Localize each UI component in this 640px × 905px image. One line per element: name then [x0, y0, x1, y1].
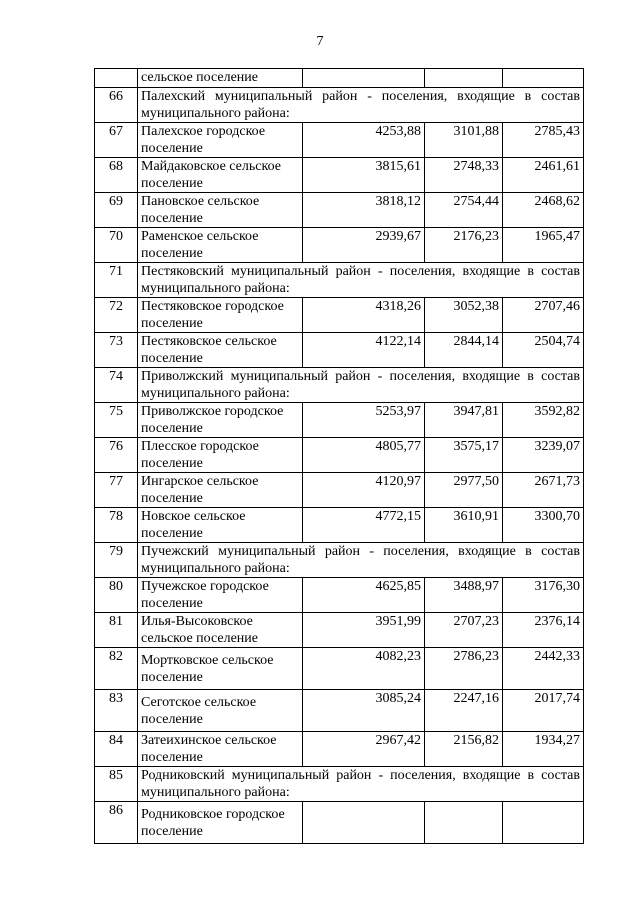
value-col-3: 2376,14	[503, 613, 584, 648]
row-number: 82	[95, 648, 138, 690]
value-col-1: 4625,85	[303, 578, 425, 613]
value-col-1: 4122,14	[303, 333, 425, 368]
settlement-name: Палехское городское поселение	[138, 123, 303, 158]
row-number: 69	[95, 193, 138, 228]
value-col-3: 2504,74	[503, 333, 584, 368]
value-col-3: 2468,62	[503, 193, 584, 228]
value-col-1: 4772,15	[303, 508, 425, 543]
table-row	[95, 578, 584, 613]
value-col-2	[425, 802, 503, 844]
district-row	[95, 263, 584, 298]
table-row	[95, 690, 584, 732]
value-col-2: 2754,44	[425, 193, 503, 228]
settlement-name: Пучежское городское поселение	[138, 578, 303, 613]
value-col-1: 3085,24	[303, 690, 425, 732]
row-number: 70	[95, 228, 138, 263]
table-row	[95, 228, 584, 263]
value-col-1: 3951,99	[303, 613, 425, 648]
value-col-1: 4318,26	[303, 298, 425, 333]
value-col-3: 3592,82	[503, 403, 584, 438]
row-number: 68	[95, 158, 138, 193]
settlement-name: Плесское городское поселение	[138, 438, 303, 473]
value-col-1	[303, 69, 425, 88]
value-col-3: 2671,73	[503, 473, 584, 508]
table-row	[95, 473, 584, 508]
row-number: 75	[95, 403, 138, 438]
value-col-1: 5253,97	[303, 403, 425, 438]
settlements-table	[94, 68, 584, 844]
value-col-2: 2707,23	[425, 613, 503, 648]
row-number: 85	[95, 767, 138, 802]
value-col-3: 1934,27	[503, 732, 584, 767]
district-name: Пучежский муниципальный район - поселения, входящие в состав муниципального района:	[138, 543, 584, 578]
row-number: 74	[95, 368, 138, 403]
value-col-3: 3176,30	[503, 578, 584, 613]
value-col-1: 4805,77	[303, 438, 425, 473]
value-col-1: 4253,88	[303, 123, 425, 158]
settlement-name: Сеготское сельское поселение	[138, 690, 303, 732]
row-number: 78	[95, 508, 138, 543]
table-row	[95, 802, 584, 844]
value-col-3	[503, 802, 584, 844]
table-row	[95, 123, 584, 158]
value-col-3: 2707,46	[503, 298, 584, 333]
value-col-2: 2748,33	[425, 158, 503, 193]
value-col-2: 2156,82	[425, 732, 503, 767]
table-row	[95, 193, 584, 228]
settlement-name: Затеихинское сельское поселение	[138, 732, 303, 767]
value-col-1: 4082,23	[303, 648, 425, 690]
value-col-3: 2785,43	[503, 123, 584, 158]
table-row	[95, 298, 584, 333]
value-col-1: 3818,12	[303, 193, 425, 228]
row-number: 72	[95, 298, 138, 333]
settlement-name: Раменское сельское поселение	[138, 228, 303, 263]
value-col-2: 3610,91	[425, 508, 503, 543]
row-number: 80	[95, 578, 138, 613]
settlement-name: Мортковское сельское поселение	[138, 648, 303, 690]
district-row	[95, 543, 584, 578]
value-col-3: 2017,74	[503, 690, 584, 732]
row-number: 67	[95, 123, 138, 158]
row-number	[95, 69, 138, 88]
row-number: 73	[95, 333, 138, 368]
value-col-2: 2176,23	[425, 228, 503, 263]
district-row	[95, 767, 584, 802]
table-row	[95, 732, 584, 767]
value-col-2: 2786,23	[425, 648, 503, 690]
settlement-name: Пановское сельское поселение	[138, 193, 303, 228]
table-row	[95, 613, 584, 648]
district-name: Родниковский муниципальный район - поселения, входящие в состав муниципального района:	[138, 767, 584, 802]
value-col-1: 2939,67	[303, 228, 425, 263]
settlement-name: Илья-Высоковское сельское поселение	[138, 613, 303, 648]
value-col-2: 2247,16	[425, 690, 503, 732]
value-col-1: 4120,97	[303, 473, 425, 508]
settlement-name: сельское поселение	[138, 69, 303, 88]
row-number: 86	[95, 802, 138, 844]
district-row	[95, 88, 584, 123]
district-row	[95, 368, 584, 403]
row-number: 84	[95, 732, 138, 767]
row-number: 77	[95, 473, 138, 508]
row-number: 71	[95, 263, 138, 298]
value-col-2: 3947,81	[425, 403, 503, 438]
row-number: 81	[95, 613, 138, 648]
value-col-2: 2977,50	[425, 473, 503, 508]
settlement-name: Родниковское городское поселение	[138, 802, 303, 844]
value-col-2: 3101,88	[425, 123, 503, 158]
value-col-2: 3052,38	[425, 298, 503, 333]
table-row	[95, 508, 584, 543]
value-col-2: 2844,14	[425, 333, 503, 368]
value-col-2: 3488,97	[425, 578, 503, 613]
table-row	[95, 403, 584, 438]
row-number: 79	[95, 543, 138, 578]
value-col-1: 3815,61	[303, 158, 425, 193]
district-name: Приволжский муниципальный район - поселения, входящие в состав муниципального района:	[138, 368, 584, 403]
value-col-2: 3575,17	[425, 438, 503, 473]
settlement-name: Ингарское сельское поселение	[138, 473, 303, 508]
table-row	[95, 69, 584, 88]
value-col-3: 1965,47	[503, 228, 584, 263]
table-row	[95, 438, 584, 473]
row-number: 66	[95, 88, 138, 123]
row-number: 83	[95, 690, 138, 732]
table-row	[95, 648, 584, 690]
row-number: 76	[95, 438, 138, 473]
page-number: 7	[316, 34, 324, 49]
value-col-3: 2442,33	[503, 648, 584, 690]
district-name: Палехский муниципальный район - поселения, входящие в состав муниципального района:	[138, 88, 584, 123]
settlement-name: Новское сельское поселение	[138, 508, 303, 543]
value-col-3: 2461,61	[503, 158, 584, 193]
value-col-3: 3300,70	[503, 508, 584, 543]
value-col-3	[503, 69, 584, 88]
value-col-1	[303, 802, 425, 844]
settlement-name: Приволжское городское поселение	[138, 403, 303, 438]
table-body	[95, 69, 584, 844]
table-row	[95, 158, 584, 193]
settlement-name: Пестяковское сельское поселение	[138, 333, 303, 368]
table-row	[95, 333, 584, 368]
value-col-2	[425, 69, 503, 88]
district-name: Пестяковский муниципальный район - поселения, входящие в состав муниципального района:	[138, 263, 584, 298]
value-col-3: 3239,07	[503, 438, 584, 473]
value-col-1: 2967,42	[303, 732, 425, 767]
settlement-name: Майдаковское сельское поселение	[138, 158, 303, 193]
settlement-name: Пестяковское городское поселение	[138, 298, 303, 333]
